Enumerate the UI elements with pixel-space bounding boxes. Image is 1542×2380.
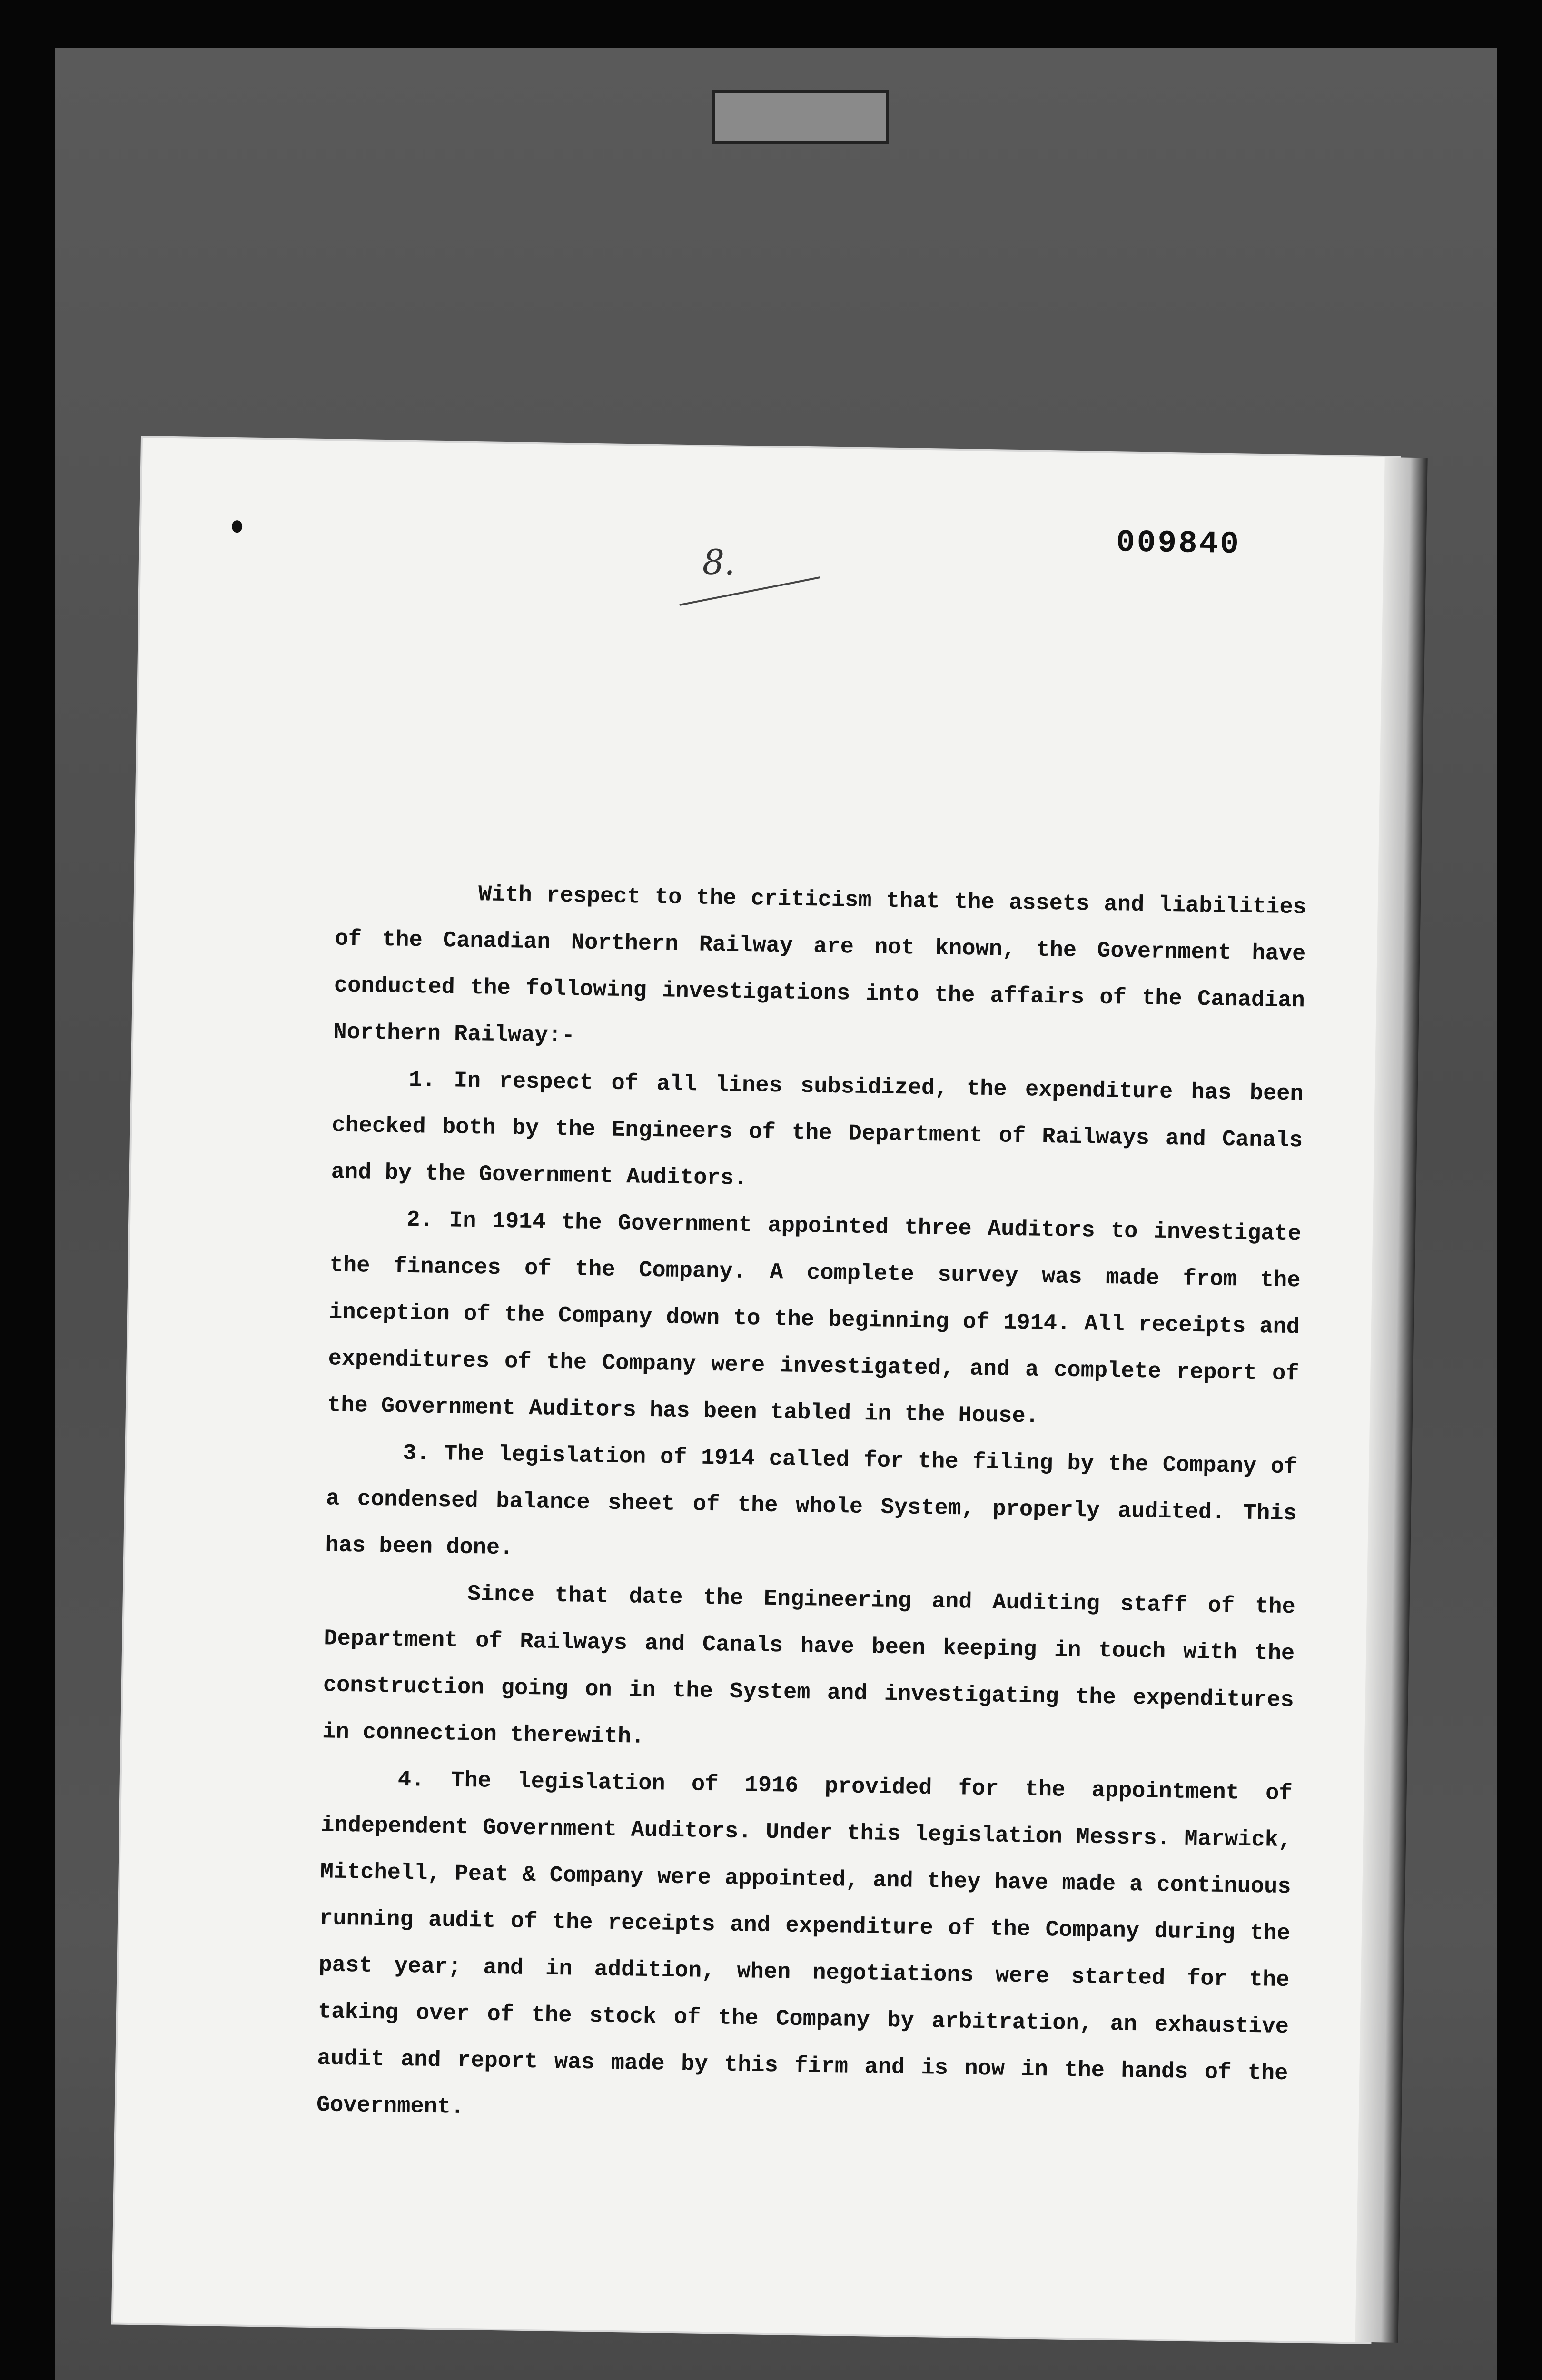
paragraph-4: 4. The legislation of 1916 provided for the appointment of independent Government Auditors. Under this legislation Messrs. Marwick, Mitchell, Peat & Company were appointed, and they have made a continuous running audit of the receipts and expenditure of the Company during the past year; and in addition, when negotiations were started for the taking over of the stock of the Company by arbitration, an exhaustive audit and report was made by this firm and is now in the hands of the Government. bbox=[316, 1767, 1293, 2121]
handwritten-mark: 8. bbox=[702, 542, 736, 583]
document-body bbox=[316, 869, 1306, 2144]
binder-clip bbox=[712, 90, 889, 144]
paragraph-since: Since that date the Engineering and Auditing staff of the Department of Railways and Canals have been keeping in touch with the construction going on in the System and investigating the expenditures in connection therewith. bbox=[322, 1582, 1296, 1750]
document-page bbox=[113, 438, 1399, 2342]
pencil-stroke bbox=[680, 576, 820, 606]
paragraph-2: 2. In 1914 the Government appointed three Auditors to investigate the finances of the Company. A complete survey was made from the inception of the Company down to the beginning of 1914. All receipts and expenditures of the Company were investigated, and a complete report of the Government Auditors has been tabled in the House. bbox=[327, 1207, 1302, 1429]
folio-number: 009840 bbox=[1116, 525, 1241, 563]
paragraph-intro: With respect to the criticism that the assets and liabilities of the Canadian Northern Railway are not known, the Government have conducted the following investigations into the affairs of the Canadian Northern Railway:- bbox=[333, 882, 1307, 1049]
punch-hole bbox=[232, 520, 242, 533]
paragraph-1: 1. In respect of all lines subsidized, the expenditure has been checked both by the Engineers of the Department of Railways and Canals and by the Government Auditors. bbox=[331, 1067, 1304, 1192]
paragraph-3: 3. The legislation of 1914 called for the filing by the Company of a condensed balance sheet of the whole System, properly audited. This has been done. bbox=[325, 1440, 1298, 1561]
